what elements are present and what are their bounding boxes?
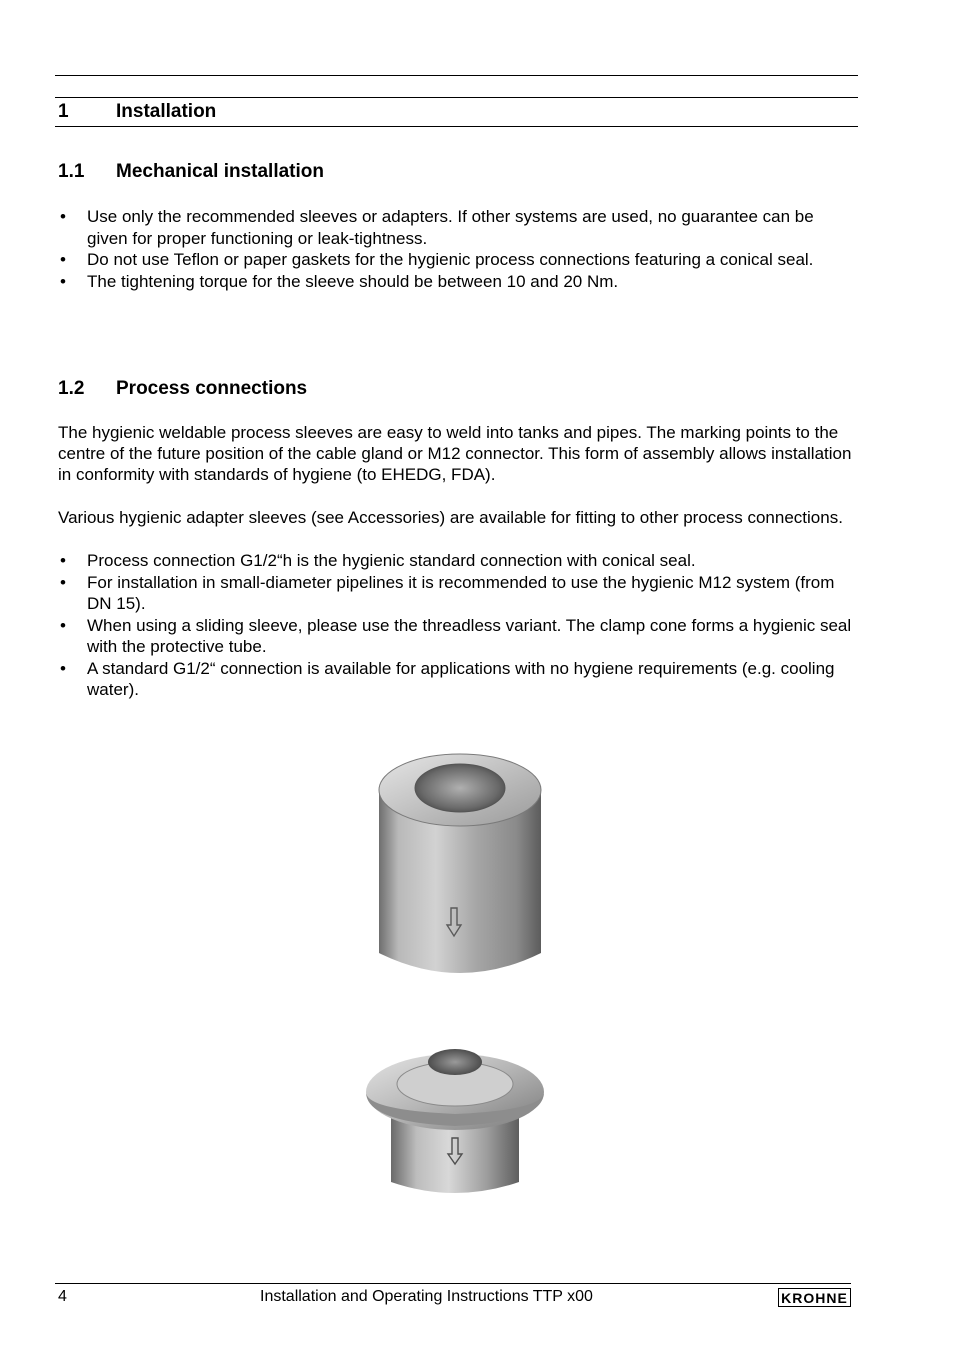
page-number: 4 (58, 1288, 67, 1305)
footer-rule (55, 1283, 851, 1284)
list-item: • Process connection G1/2“h is the hygienic standard connection with conical seal. (58, 550, 858, 572)
list-item: • For installation in small-diameter pipelines it is recommended to use the hygienic M12 system (from DN 15). (58, 572, 858, 615)
section-title: Installation (116, 101, 217, 122)
section-number: 1.2 (58, 378, 85, 399)
process-connections-list (58, 550, 858, 701)
list-item: • Do not use Teflon or paper gaskets for the hygienic process connections featuring a conical seal. (58, 249, 858, 271)
list-item: • When using a sliding sleeve, please use the threadless variant. The clamp cone forms a hygienic seal with the protective tube. (58, 615, 858, 658)
list-item: • The tightening torque for the sleeve should be between 10 and 20 Nm. (58, 271, 858, 293)
list-item: • A standard G1/2“ connection is available for applications with no hygiene requirements (e.g. cooling water). (58, 658, 858, 701)
adapter-sleeves-paragraph: Various hygienic adapter sleeves (see Accessories) are available for fitting to other process connections. (58, 508, 843, 527)
conical-sleeve-image (364, 1034, 546, 1198)
mechanical-installation-list (58, 206, 858, 292)
process-connections-paragraph: The hygienic weldable process sleeves are easy to weld into tanks and pipes. The marking points to the centre of the future position of the cable gland or M12 connector. This form of assembly allows installation in conformity with standards of hygiene (to EHEDG, FDA). (58, 423, 852, 484)
section-title: Process connections (116, 378, 308, 399)
section-rule-top (55, 97, 858, 98)
section-number: 1.1 (58, 161, 85, 182)
footer-title: Installation and Operating Instructions TTP x00 (260, 1288, 593, 1305)
header-rule (55, 75, 858, 76)
section-number: 1 (58, 101, 69, 122)
weld-in-sleeve-image (370, 748, 550, 984)
section-rule-bottom (55, 126, 858, 127)
section-title: Mechanical installation (116, 161, 324, 182)
list-item: • Use only the recommended sleeves or adapters. If other systems are used, no guarantee can be given for proper functioning or leak-tightness. (58, 206, 858, 249)
krohne-logo: KROHNE (778, 1288, 851, 1307)
